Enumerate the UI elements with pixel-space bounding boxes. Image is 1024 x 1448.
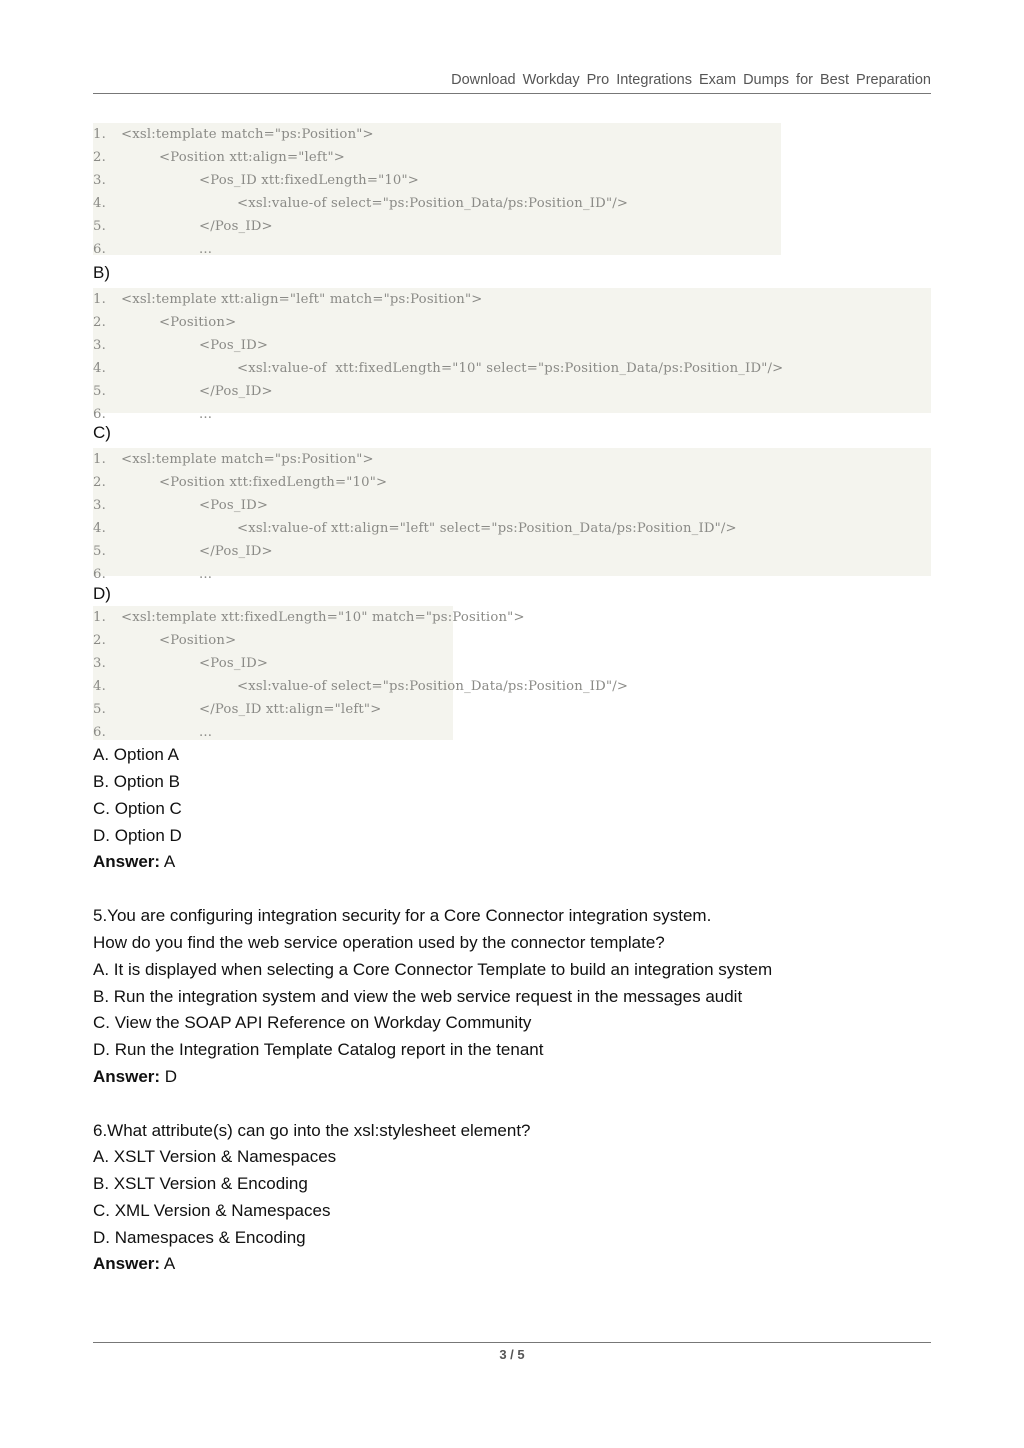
code-line	[93, 494, 931, 517]
code-line	[93, 169, 781, 192]
line-number: 6.	[93, 567, 106, 582]
line-number: 3.	[93, 173, 106, 188]
line-number: 4.	[93, 679, 106, 694]
code-line	[93, 357, 931, 380]
code-text: <Position>	[159, 315, 237, 330]
q5-option-c: C. View the SOAP API Reference on Workday Community	[93, 1013, 532, 1032]
q6-option-b: B. XSLT Version & Encoding	[93, 1174, 308, 1193]
option-label-c: C)	[93, 423, 111, 442]
line-number: 4.	[93, 196, 106, 211]
code-text: <Pos_ID>	[199, 338, 269, 353]
code-text: <Position xtt:fixedLength="10">	[159, 475, 388, 490]
code-line	[93, 238, 781, 261]
q6-option-c: C. XML Version & Namespaces	[93, 1201, 331, 1220]
code-text: <xsl:value-of xtt:align="left" select="ps:Position_Data/ps:Position_ID"/>	[237, 521, 737, 536]
q5-option-b: B. Run the integration system and view the web service request in the messages audit	[93, 987, 743, 1006]
line-number: 4.	[93, 361, 106, 376]
header-divider	[93, 93, 931, 94]
code-line	[93, 471, 931, 494]
code-text: </Pos_ID>	[199, 544, 273, 559]
code-text: <Position xtt:align="left">	[159, 150, 345, 165]
line-number: 2.	[93, 315, 106, 330]
line-number: 4.	[93, 521, 106, 536]
code-text: <Pos_ID xtt:fixedLength="10">	[199, 173, 420, 188]
code-text: <xsl:template xtt:align="left" match="ps:Position">	[121, 292, 483, 307]
line-number: 1.	[93, 452, 106, 467]
q5-answer	[93, 1067, 177, 1087]
code-line	[93, 517, 931, 540]
code-text: </Pos_ID>	[199, 219, 273, 234]
line-number: 1.	[93, 292, 106, 307]
option-label-b: B)	[93, 263, 110, 282]
code-line	[93, 192, 781, 215]
q6-option-d: D. Namespaces & Encoding	[93, 1228, 306, 1247]
code-text: ...	[199, 242, 213, 257]
q5-answer-value: D	[160, 1067, 178, 1086]
code-line	[93, 721, 453, 744]
code-line	[93, 563, 931, 586]
q4-answer	[93, 852, 175, 872]
code-block-d	[93, 606, 629, 740]
code-text: <Pos_ID>	[199, 498, 269, 513]
q5-option-a: A. It is displayed when selecting a Core Connector Template to build an integration system	[93, 960, 773, 979]
code-line	[93, 403, 931, 426]
code-line	[93, 380, 931, 403]
code-line	[93, 540, 931, 563]
option-label-d: D)	[93, 584, 111, 603]
code-line	[93, 215, 781, 238]
line-number: 3.	[93, 498, 106, 513]
code-line	[93, 448, 931, 471]
q6-question: 6.What attribute(s) can go into the xsl:stylesheet element?	[93, 1121, 531, 1140]
code-line	[93, 123, 781, 146]
code-line	[93, 334, 931, 357]
q5-answer-label: Answer:	[93, 1067, 161, 1086]
page-number: 3 / 5	[499, 1347, 525, 1362]
line-number: 2.	[93, 633, 106, 648]
code-text: ...	[199, 725, 213, 740]
code-text: <xsl:template match="ps:Position">	[121, 452, 374, 467]
line-number: 5.	[93, 384, 106, 399]
line-number: 6.	[93, 725, 106, 740]
code-text: ...	[199, 567, 213, 582]
code-text: <xsl:value-of xtt:fixedLength="10" select="ps:Position_Data/ps:Position_ID"/>	[237, 361, 784, 376]
q5-option-d: D. Run the Integration Template Catalog report in the tenant	[93, 1040, 544, 1059]
q5-question: 5.You are configuring integration security for a Core Connector integration system.	[93, 906, 712, 925]
q5-question-line2: How do you find the web service operation used by the connector template?	[93, 933, 665, 952]
code-line	[93, 652, 453, 675]
code-text: <Pos_ID>	[199, 656, 269, 671]
code-line	[93, 146, 781, 169]
code-text: <xsl:value-of select="ps:Position_Data/ps:Position_ID"/>	[237, 679, 629, 694]
code-text: <xsl:value-of select="ps:Position_Data/ps:Position_ID"/>	[237, 196, 629, 211]
code-line	[93, 629, 453, 652]
line-number: 1.	[93, 610, 106, 625]
line-number: 2.	[93, 150, 106, 165]
line-number: 2.	[93, 475, 106, 490]
code-line	[93, 698, 453, 721]
line-number: 5.	[93, 544, 106, 559]
code-block-a	[93, 123, 781, 255]
line-number: 3.	[93, 656, 106, 671]
code-text: <Position>	[159, 633, 237, 648]
q4-option-b: B. Option B	[93, 772, 180, 791]
q6-answer	[93, 1254, 175, 1274]
q6-answer-label: Answer:	[93, 1254, 161, 1273]
code-line	[93, 288, 931, 311]
line-number: 1.	[93, 127, 106, 142]
footer-divider	[93, 1342, 931, 1343]
code-text: <xsl:template match="ps:Position">	[121, 127, 374, 142]
code-block-b	[93, 288, 931, 422]
q4-option-d: D. Option D	[93, 826, 182, 845]
line-number: 3.	[93, 338, 106, 353]
q4-answer-label: Answer:	[93, 852, 161, 871]
code-text: <xsl:template xtt:fixedLength="10" match="ps:Position">	[121, 610, 525, 625]
q6-option-a: A. XSLT Version & Namespaces	[93, 1147, 337, 1166]
q4-option-a: A. Option A	[93, 745, 179, 764]
line-number: 6.	[93, 242, 106, 257]
code-line	[93, 675, 629, 698]
q6-answer-value: A	[160, 1254, 176, 1273]
code-text: </Pos_ID xtt:align="left">	[199, 702, 382, 717]
line-number: 5.	[93, 219, 106, 234]
code-text: ...	[199, 407, 213, 422]
code-line	[93, 606, 525, 629]
line-number: 5.	[93, 702, 106, 717]
q4-answer-value: A	[160, 852, 176, 871]
line-number: 6.	[93, 407, 106, 422]
code-line	[93, 311, 931, 334]
page-header: Download Workday Pro Integrations Exam Dumps for Best Preparation	[451, 72, 931, 88]
code-block-c	[93, 448, 931, 582]
q4-option-c: C. Option C	[93, 799, 182, 818]
code-text: </Pos_ID>	[199, 384, 273, 399]
